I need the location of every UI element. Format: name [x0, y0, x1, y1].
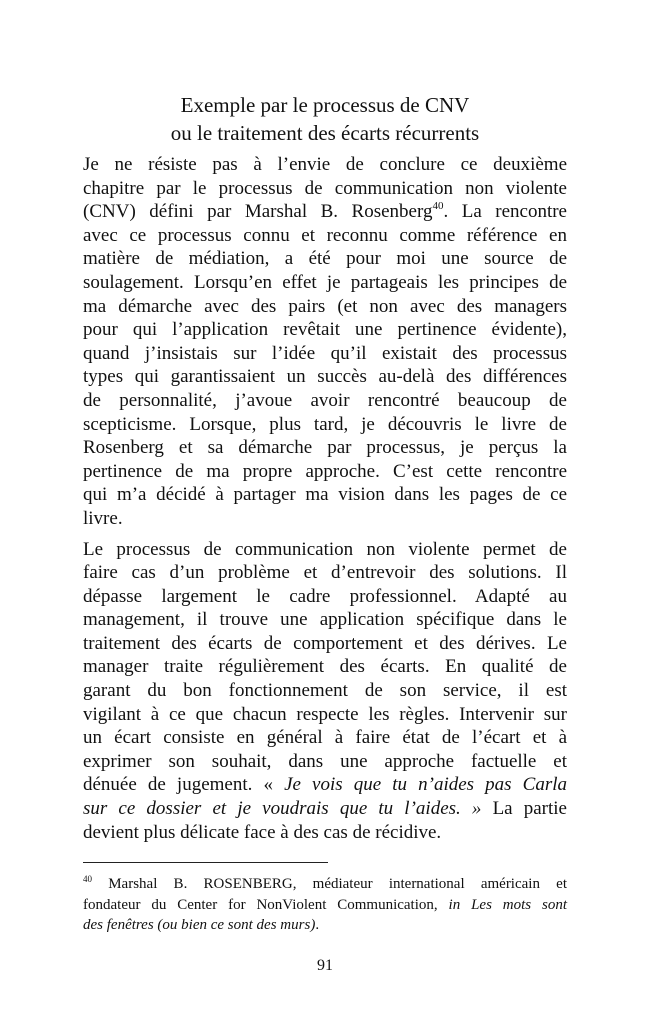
line-text: types qui garantissaient un succès au-delà des différences — [83, 366, 567, 388]
text-line — [83, 342, 567, 366]
text-line — [83, 436, 567, 460]
body-text — [83, 153, 567, 851]
text-line — [83, 655, 567, 679]
text-line — [83, 413, 567, 437]
footnote-rule — [83, 862, 328, 863]
italic-text: in Les mots sont — [448, 896, 567, 913]
text-line — [83, 797, 567, 821]
title-line-2: ou le traitement des écarts récurrents — [170, 120, 480, 145]
line-text: devient plus délicate face à des cas de récidive. — [83, 821, 442, 843]
line-text: Le processus de communication non violente permet de — [83, 538, 567, 560]
line-text: faire cas d’un problème et d’entrevoir des solutions. Il — [83, 562, 567, 584]
line-text: . La rencontre — [443, 201, 567, 223]
text-line — [83, 773, 567, 797]
text-line — [83, 915, 567, 936]
text-line — [83, 295, 567, 319]
italic-text: des fenêtres (ou bien ce sont des murs) — [83, 917, 316, 933]
text-line — [83, 821, 567, 845]
line-text: pertinence de ma propre approche. C’est cette rencontre — [83, 460, 567, 482]
footnote-ref: 40 — [432, 200, 444, 213]
text-line — [83, 460, 567, 484]
line-text: matière de médiation, a été pour moi une source de — [83, 248, 567, 270]
text-line — [83, 895, 567, 916]
text-line — [83, 726, 567, 750]
paragraph — [83, 538, 567, 845]
text-line — [83, 679, 567, 703]
text-line — [83, 318, 567, 342]
line-text: fondateur du Center for NonViolent Communication, — [83, 896, 449, 913]
footnote — [83, 874, 567, 936]
title-line-1: Exemple par le processus de CNV — [180, 93, 470, 117]
line-text: Je ne résiste pas à l’envie de conclure ce deuxième — [83, 154, 567, 175]
line-text: de personnalité, j’avoue avoir rencontré beaucoup de — [83, 389, 567, 411]
text-line — [83, 632, 567, 656]
line-text: ma démarche avec des pairs (et non avec des managers — [83, 295, 567, 317]
footnote-ref: 40 — [83, 874, 92, 884]
text-line — [83, 703, 567, 727]
line-text: scepticisme. Lorsque, plus tard, je découvris le livre de — [83, 413, 567, 435]
text-line — [83, 750, 567, 774]
text-line — [83, 507, 567, 531]
line-text: soulagement. Lorsqu’en effet je partageais les principes de — [83, 271, 567, 293]
line-text: dénuée de jugement. « — [83, 774, 285, 796]
italic-text: Je vois que tu n’aides pas Carla — [284, 774, 568, 796]
line-text: Rosenberg et sa démarche par processus, je perçus la — [83, 437, 567, 459]
text-line — [83, 153, 567, 177]
text-line — [83, 561, 567, 585]
italic-text: sur ce dossier et je voudrais que tu l’aides. » — [83, 798, 482, 820]
line-text: manager traite régulièrement des écarts. En qualité de — [83, 656, 567, 678]
line-text: dépasse largement le cadre professionnel. Adapté au — [83, 585, 567, 607]
page-number: 91 — [317, 957, 333, 974]
line-text: chapitre par le processus de communication non violente — [83, 177, 567, 199]
text-line — [83, 389, 567, 413]
line-text: quand j’insistais sur l’idée qu’il existait des processus — [83, 342, 567, 364]
line-text: pour qui l’application revêtait une pertinence évidente), — [83, 319, 567, 341]
text-line — [83, 608, 567, 632]
text-line — [83, 224, 567, 248]
line-text: qui m’a décidé à partager ma vision dans les pages de ce — [83, 484, 567, 506]
text-line — [83, 247, 567, 271]
text-line — [83, 365, 567, 389]
text-line — [83, 271, 567, 295]
line-text: vigilant à ce que chacun respecte les règles. Intervenir sur — [83, 703, 567, 725]
line-text: . — [315, 917, 320, 933]
line-text: (CNV) défini par Marshal B. Rosenberg — [83, 201, 433, 223]
line-text: garant du bon fonctionnement de son service, il est — [83, 680, 567, 702]
line-text: Marshal B. ROSENBERG, médiateur international américain et — [92, 876, 567, 892]
line-text: un écart consiste en général à faire état de l’écart et à — [83, 727, 567, 749]
line-text: exprimer son souhait, dans une approche factuelle et — [83, 750, 567, 772]
text-line — [83, 538, 567, 562]
text-line — [83, 200, 567, 224]
line-text: livre. — [83, 507, 123, 529]
text-line — [83, 177, 567, 201]
text-line — [83, 585, 567, 609]
line-text: management, il trouve une application spécifique dans le — [83, 609, 567, 631]
line-text: La partie — [481, 798, 567, 820]
text-line — [83, 874, 567, 895]
section-title — [83, 92, 567, 147]
paragraph — [83, 153, 567, 531]
text-line — [83, 483, 567, 507]
line-text: traitement des écarts de comportement et des dérives. Le — [83, 632, 567, 654]
line-text: avec ce processus connu et reconnu comme référence en — [83, 224, 567, 246]
